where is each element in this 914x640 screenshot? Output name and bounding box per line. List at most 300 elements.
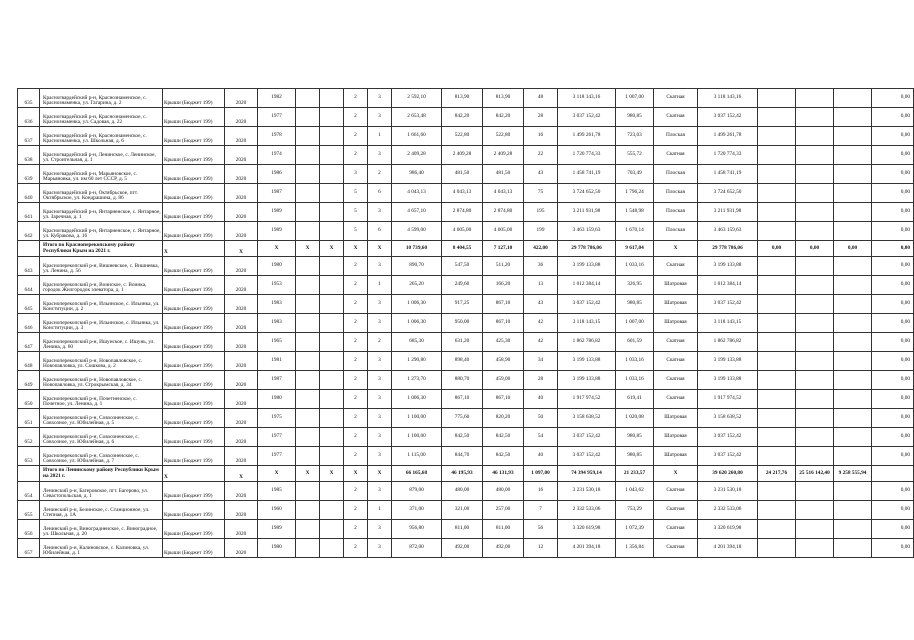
cost-cell: 1 917 974,52 xyxy=(558,390,616,409)
blank-cell xyxy=(320,539,344,558)
total-area-cell: 4 599,00 xyxy=(392,222,442,241)
total-area-cell: 1 100,00 xyxy=(392,428,442,447)
total-area-cell: 2 653,48 xyxy=(392,108,442,127)
plan-year-cell: 2020 xyxy=(225,276,258,295)
entrances-cell: X xyxy=(368,466,392,482)
entrances-cell: 3 xyxy=(368,89,392,108)
work-type-cell: X xyxy=(163,241,225,257)
plan-year-cell: 2020 xyxy=(225,184,258,203)
fund-local-cell xyxy=(834,447,872,466)
table-row xyxy=(18,333,914,352)
fund-total-cell: 1 458 741,19 xyxy=(698,165,758,184)
fund-regional-cell xyxy=(796,146,834,165)
blank-cell xyxy=(320,447,344,466)
residents-cell: 195 xyxy=(524,203,558,222)
residents-cell: 56 xyxy=(524,520,558,539)
fund-regional-cell xyxy=(796,482,834,501)
plan-year-cell: 2020 xyxy=(225,390,258,409)
table-row xyxy=(18,222,914,241)
address-cell: Итого по Красноперекопскому району Республики Крым на 2021 г. xyxy=(40,241,163,257)
work-type-cell: Крыши (Бюджет 199) xyxy=(163,276,225,295)
blank-cell xyxy=(296,333,320,352)
plan-year-cell: 2020 xyxy=(225,222,258,241)
fund-regional-cell xyxy=(796,222,834,241)
build-year-cell: 1983 xyxy=(258,314,296,333)
plan-year-cell: 2020 xyxy=(225,447,258,466)
fund-federal-cell xyxy=(758,276,796,295)
residents-cell: 7 xyxy=(524,501,558,520)
residents-cell: 34 xyxy=(524,352,558,371)
total-area-cell: 1 273,70 xyxy=(392,371,442,390)
blank-cell xyxy=(296,520,320,539)
fund-local-cell xyxy=(834,314,872,333)
floors-cell: 2 xyxy=(344,257,368,276)
cost-cell: 3 158 638,52 xyxy=(558,409,616,428)
fund-owners-cell: 0,00 xyxy=(872,539,914,558)
entrances-cell: 6 xyxy=(368,184,392,203)
fund-total-cell: 3 724 652,50 xyxy=(698,184,758,203)
floors-cell: 2 xyxy=(344,390,368,409)
build-year-cell: 1975 xyxy=(258,409,296,428)
fund-local-cell xyxy=(834,333,872,352)
roof-type-cell: Шатровая xyxy=(654,276,698,295)
area-living-cell: 842,50 xyxy=(442,428,483,447)
fund-owners-cell: 0,00 xyxy=(872,276,914,295)
blank-cell xyxy=(296,501,320,520)
fund-federal-cell xyxy=(758,165,796,184)
table-row xyxy=(18,276,914,295)
residents-cell: 50 xyxy=(524,409,558,428)
unit-cost-cell: 326,95 xyxy=(616,276,654,295)
floors-cell: 2 xyxy=(344,127,368,146)
fund-regional-cell xyxy=(796,89,834,108)
fund-federal-cell xyxy=(758,352,796,371)
floors-cell: 5 xyxy=(344,184,368,203)
row-number xyxy=(18,241,40,257)
fund-total-cell: 29 778 786,06 xyxy=(698,241,758,257)
registry-table-sheet xyxy=(17,88,910,558)
address-cell: Красногвардейский р-н, Краснознаменское, с. Краснознаменка, ул. Школьная, д. 6 xyxy=(40,127,163,146)
fund-federal-cell xyxy=(758,222,796,241)
area-residential-cell: 511,20 xyxy=(483,257,524,276)
entrances-cell: 3 xyxy=(368,520,392,539)
table-row xyxy=(18,371,914,390)
fund-local-cell xyxy=(834,89,872,108)
blank-cell xyxy=(320,165,344,184)
fund-federal-cell xyxy=(758,257,796,276)
build-year-cell: 1982 xyxy=(258,89,296,108)
area-living-cell: 8 404,55 xyxy=(442,241,483,257)
fund-total-cell: 3 118 143,16 xyxy=(698,89,758,108)
area-living-cell: 4 005,00 xyxy=(442,222,483,241)
area-residential-cell: 425,30 xyxy=(483,333,524,352)
total-area-cell: 2 409,28 xyxy=(392,146,442,165)
area-residential-cell: 842,20 xyxy=(483,108,524,127)
roof-type-cell: Шатровая xyxy=(654,295,698,314)
blank-cell xyxy=(320,390,344,409)
fund-federal-cell xyxy=(758,146,796,165)
address-cell: Красногвардейский р-н, Янтарненское, с. Янтарное, ул. Кубракова, д. 16 xyxy=(40,222,163,241)
total-area-cell: 1 006,30 xyxy=(392,314,442,333)
area-living-cell: 249,60 xyxy=(442,276,483,295)
area-residential-cell: 492,00 xyxy=(483,539,524,558)
entrances-cell: X xyxy=(368,241,392,257)
floors-cell: 2 xyxy=(344,520,368,539)
work-type-cell: X xyxy=(163,466,225,482)
roof-type-cell: Плоская xyxy=(654,184,698,203)
work-type-cell: Крыши (Бюджет 199) xyxy=(163,257,225,276)
unit-cost-cell: 1 007,00 xyxy=(616,89,654,108)
area-living-cell: 2 874,80 xyxy=(442,203,483,222)
table-row xyxy=(18,482,914,501)
row-number: 655 xyxy=(18,501,40,520)
area-living-cell: 811,00 xyxy=(442,520,483,539)
address-cell: Красноперекопский р-н, Новопавловское, с. Новопавловка, ул. Сошкова, д. 2 xyxy=(40,352,163,371)
work-type-cell: Крыши (Бюджет 199) xyxy=(163,165,225,184)
fund-owners-cell: 0,00 xyxy=(872,352,914,371)
floors-cell: 2 xyxy=(344,333,368,352)
entrances-cell: 2 xyxy=(368,333,392,352)
total-area-cell: 1 290,80 xyxy=(392,352,442,371)
build-year-cell: 1980 xyxy=(258,257,296,276)
cost-cell: 3 037 152,42 xyxy=(558,295,616,314)
fund-total-cell: 1 720 774,33 xyxy=(698,146,758,165)
fund-regional-cell xyxy=(796,127,834,146)
roof-type-cell: Плоская xyxy=(654,127,698,146)
fund-owners-cell: 0,00 xyxy=(872,184,914,203)
fund-owners-cell: 0,00 xyxy=(872,108,914,127)
build-year-cell: 1977 xyxy=(258,447,296,466)
total-area-cell: 685,30 xyxy=(392,333,442,352)
unit-cost-cell: 980,85 xyxy=(616,428,654,447)
plan-year-cell: 2020 xyxy=(225,482,258,501)
build-year-cell: 1983 xyxy=(258,295,296,314)
roof-type-cell: X xyxy=(654,466,698,482)
blank-cell xyxy=(296,428,320,447)
cost-cell: 3 118 143,15 xyxy=(558,314,616,333)
floors-cell: 2 xyxy=(344,482,368,501)
fund-local-cell xyxy=(834,501,872,520)
fund-federal-cell xyxy=(758,520,796,539)
fund-regional-cell xyxy=(796,371,834,390)
build-year-cell: 1981 xyxy=(258,352,296,371)
roof-type-cell: Скатная xyxy=(654,352,698,371)
plan-year-cell: 2020 xyxy=(225,371,258,390)
unit-cost-cell: 753,29 xyxy=(616,501,654,520)
cost-cell: 29 778 786,06 xyxy=(558,241,616,257)
plan-year-cell: 2020 xyxy=(225,127,258,146)
row-number: 642 xyxy=(18,222,40,241)
total-area-cell: 10 739,60 xyxy=(392,241,442,257)
floors-cell: 2 xyxy=(344,447,368,466)
floors-cell: 2 xyxy=(344,276,368,295)
total-row xyxy=(18,241,914,257)
fund-local-cell xyxy=(834,371,872,390)
blank-cell xyxy=(296,447,320,466)
unit-cost-cell: 1 033,16 xyxy=(616,352,654,371)
plan-year-cell: 2020 xyxy=(225,428,258,447)
blank-cell xyxy=(320,409,344,428)
plan-year-cell: X xyxy=(225,241,258,257)
fund-owners-cell xyxy=(872,466,914,482)
total-area-cell: 2 592,10 xyxy=(392,89,442,108)
fund-total-cell: 1 012 384,14 xyxy=(698,276,758,295)
cost-cell: 3 211 931,98 xyxy=(558,203,616,222)
blank-cell: X xyxy=(296,466,320,482)
table-row xyxy=(18,184,914,203)
floors-cell: 2 xyxy=(344,371,368,390)
blank-cell xyxy=(320,333,344,352)
area-living-cell: 46 195,93 xyxy=(442,466,483,482)
address-cell: Красногвардейский р-н, Марьяновское, с. Марьяновка, ул. им 60 лет СССР, д. 5 xyxy=(40,165,163,184)
blank-cell xyxy=(296,314,320,333)
fund-owners-cell: 0,00 xyxy=(872,520,914,539)
address-cell: Ленинский р-н, Белинское, с. Станционное, ул. Степная, д. 1А xyxy=(40,501,163,520)
fund-owners-cell: 0,00 xyxy=(872,146,914,165)
work-type-cell: Крыши (Бюджет 199) xyxy=(163,108,225,127)
row-number: 651 xyxy=(18,409,40,428)
fund-regional-cell: 25 516 142,40 xyxy=(796,466,834,482)
build-year-cell: 1989 xyxy=(258,222,296,241)
unit-cost-cell: 21 233,57 xyxy=(616,466,654,482)
area-living-cell: 842,20 xyxy=(442,108,483,127)
entrances-cell: 3 xyxy=(368,482,392,501)
roof-type-cell: Скатная xyxy=(654,539,698,558)
area-residential-cell: 4 043,13 xyxy=(483,184,524,203)
plan-year-cell: 2020 xyxy=(225,539,258,558)
fund-regional-cell xyxy=(796,447,834,466)
blank-cell xyxy=(296,482,320,501)
fund-federal-cell xyxy=(758,108,796,127)
table-row xyxy=(18,447,914,466)
address-cell: Красногвардейский р-н, Октябрьское, пгт. Октябрьское, ул. Кондрашина, д. 86 xyxy=(40,184,163,203)
work-type-cell: Крыши (Бюджет 199) xyxy=(163,390,225,409)
area-living-cell: 631,20 xyxy=(442,333,483,352)
total-area-cell: 4 043,13 xyxy=(392,184,442,203)
fund-owners-cell: 0,00 xyxy=(872,165,914,184)
area-living-cell: 867,10 xyxy=(442,390,483,409)
entrances-cell: 1 xyxy=(368,501,392,520)
fund-regional-cell xyxy=(796,257,834,276)
fund-local-cell xyxy=(834,539,872,558)
area-residential-cell: 46 131,93 xyxy=(483,466,524,482)
work-type-cell: Крыши (Бюджет 199) xyxy=(163,222,225,241)
fund-owners-cell: 0,00 xyxy=(872,447,914,466)
blank-cell xyxy=(296,89,320,108)
entrances-cell: 3 xyxy=(368,409,392,428)
blank-cell xyxy=(320,222,344,241)
roof-type-cell: Скатная xyxy=(654,108,698,127)
table-row xyxy=(18,146,914,165)
floors-cell: 2 xyxy=(344,539,368,558)
entrances-cell: 1 xyxy=(368,276,392,295)
roof-type-cell: Скатная xyxy=(654,146,698,165)
cost-cell: 1 499 261,78 xyxy=(558,127,616,146)
residents-cell: 48 xyxy=(524,89,558,108)
row-number xyxy=(18,466,40,482)
fund-total-cell: 3 463 159,63 xyxy=(698,222,758,241)
area-living-cell: 2 409,28 xyxy=(442,146,483,165)
floors-cell: X xyxy=(344,466,368,482)
blank-cell xyxy=(296,127,320,146)
fund-total-cell: 3 037 152,42 xyxy=(698,447,758,466)
roof-type-cell: Шатровая xyxy=(654,428,698,447)
fund-total-cell: 3 037 152,42 xyxy=(698,295,758,314)
entrances-cell: 3 xyxy=(368,371,392,390)
address-cell: Красногвардейский р-н, Янтарненское, с. Янтарное, ул. Заречная, д. 1 xyxy=(40,203,163,222)
blank-cell xyxy=(320,314,344,333)
work-type-cell: Крыши (Бюджет 199) xyxy=(163,520,225,539)
row-number: 656 xyxy=(18,520,40,539)
work-type-cell: Крыши (Бюджет 199) xyxy=(163,447,225,466)
work-type-cell: Крыши (Бюджет 199) xyxy=(163,539,225,558)
fund-regional-cell xyxy=(796,409,834,428)
cost-cell: 1 862 786,82 xyxy=(558,333,616,352)
fund-owners-cell: 0,00 xyxy=(872,127,914,146)
fund-local-cell xyxy=(834,203,872,222)
fund-owners-cell: 0,00 xyxy=(872,409,914,428)
residents-cell: 43 xyxy=(524,165,558,184)
area-residential-cell: 458,90 xyxy=(483,352,524,371)
plan-year-cell: 2020 xyxy=(225,203,258,222)
unit-cost-cell: 1 548,98 xyxy=(616,203,654,222)
plan-year-cell: 2020 xyxy=(225,108,258,127)
unit-cost-cell: 1 007,00 xyxy=(616,314,654,333)
cost-cell: 3 463 159,63 xyxy=(558,222,616,241)
build-year-cell: 1965 xyxy=(258,333,296,352)
build-year-cell: 1986 xyxy=(258,165,296,184)
area-living-cell: 844,70 xyxy=(442,447,483,466)
entrances-cell: 1 xyxy=(368,127,392,146)
address-cell: Ленинский р-н, Багеровское, пгт. Багерово, ул. Севастопольская, д. 1 xyxy=(40,482,163,501)
plan-year-cell: 2020 xyxy=(225,146,258,165)
total-area-cell: 879,00 xyxy=(392,482,442,501)
total-area-cell: 1 006,30 xyxy=(392,295,442,314)
roof-type-cell: Скатная xyxy=(654,501,698,520)
fund-local-cell xyxy=(834,108,872,127)
roof-type-cell: Плоская xyxy=(654,203,698,222)
address-cell: Красноперекопский р-н, Совхозненское, с. Совхозное, ул. Юбилейная, д. 7 xyxy=(40,447,163,466)
entrances-cell: 3 xyxy=(368,295,392,314)
fund-regional-cell xyxy=(796,314,834,333)
residents-cell: 36 xyxy=(524,257,558,276)
row-number: 652 xyxy=(18,428,40,447)
blank-cell xyxy=(296,108,320,127)
area-living-cell: 522,80 xyxy=(442,127,483,146)
area-residential-cell: 166,20 xyxy=(483,276,524,295)
floors-cell: X xyxy=(344,241,368,257)
build-year-cell: 1987 xyxy=(258,371,296,390)
row-number: 643 xyxy=(18,257,40,276)
table-row xyxy=(18,257,914,276)
blank-cell xyxy=(320,127,344,146)
area-living-cell: 917,25 xyxy=(442,295,483,314)
plan-year-cell: 2020 xyxy=(225,333,258,352)
row-number: 644 xyxy=(18,276,40,295)
floors-cell: 2 xyxy=(344,409,368,428)
residents-cell: 75 xyxy=(524,184,558,203)
total-area-cell: 371,00 xyxy=(392,501,442,520)
address-cell: Красноперекопский р-н, Совхозненское, с. Совхозное, ул. Юбилейная, д. 6 xyxy=(40,428,163,447)
plan-year-cell: 2020 xyxy=(225,165,258,184)
build-year-cell: 1985 xyxy=(258,482,296,501)
row-number: 637 xyxy=(18,127,40,146)
area-residential-cell: 4 005,00 xyxy=(483,222,524,241)
total-area-cell: 1 100,00 xyxy=(392,409,442,428)
fund-federal-cell xyxy=(758,333,796,352)
floors-cell: 2 xyxy=(344,108,368,127)
blank-cell xyxy=(296,203,320,222)
total-area-cell: 1 661,60 xyxy=(392,127,442,146)
fund-total-cell: 3 158 638,52 xyxy=(698,409,758,428)
plan-year-cell: 2020 xyxy=(225,409,258,428)
unit-cost-cell: 1 033,16 xyxy=(616,371,654,390)
floors-cell: 2 xyxy=(344,428,368,447)
fund-local-cell xyxy=(834,352,872,371)
cost-cell: 3 037 152,42 xyxy=(558,447,616,466)
entrances-cell: 3 xyxy=(368,539,392,558)
cost-cell: 3 199 133,88 xyxy=(558,257,616,276)
address-cell: Итого по Ленинскому району Республики Крым на 2021 г. xyxy=(40,466,163,482)
floors-cell: 5 xyxy=(344,222,368,241)
fund-total-cell: 4 201 394,18 xyxy=(698,539,758,558)
work-type-cell: Крыши (Бюджет 199) xyxy=(163,314,225,333)
fund-total-cell: 3 231 530,18 xyxy=(698,482,758,501)
address-cell: Красноперекопский р-н, Новопавловское, с. Новопавловка, ул. Строкрымская, д. 34 xyxy=(40,371,163,390)
fund-total-cell: 3 118 143,15 xyxy=(698,314,758,333)
blank-cell xyxy=(296,295,320,314)
area-living-cell: 480,00 xyxy=(442,482,483,501)
area-residential-cell: 813,90 xyxy=(483,89,524,108)
plan-year-cell: X xyxy=(225,466,258,482)
fund-owners-cell: 0,00 xyxy=(872,241,914,257)
build-year-cell: 1960 xyxy=(258,501,296,520)
table-row xyxy=(18,165,914,184)
total-area-cell: 1 115,00 xyxy=(392,447,442,466)
total-area-cell: 872,00 xyxy=(392,539,442,558)
residents-cell: 16 xyxy=(524,482,558,501)
fund-local-cell: 0,00 xyxy=(834,241,872,257)
row-number: 657 xyxy=(18,539,40,558)
fund-total-cell: 3 211 931,98 xyxy=(698,203,758,222)
fund-regional-cell: 0,00 xyxy=(796,241,834,257)
unit-cost-cell: 1 072,39 xyxy=(616,520,654,539)
blank-cell xyxy=(320,501,344,520)
fund-local-cell xyxy=(834,276,872,295)
area-residential-cell: 867,10 xyxy=(483,295,524,314)
work-type-cell: Крыши (Бюджет 199) xyxy=(163,371,225,390)
residents-cell: 13 xyxy=(524,276,558,295)
table-row xyxy=(18,409,914,428)
residents-cell: 54 xyxy=(524,428,558,447)
cost-cell: 3 199 133,88 xyxy=(558,352,616,371)
entrances-cell: 6 xyxy=(368,222,392,241)
entrances-cell: 3 xyxy=(368,257,392,276)
entrances-cell: 3 xyxy=(368,428,392,447)
fund-total-cell: 1 917 974,52 xyxy=(698,390,758,409)
area-living-cell: 880,70 xyxy=(442,371,483,390)
table-row xyxy=(18,295,914,314)
entrances-cell: 3 xyxy=(368,108,392,127)
fund-local-cell: 9 258 555,94 xyxy=(834,466,872,482)
fund-owners-cell: 0,00 xyxy=(872,222,914,241)
cost-cell: 3 118 143,16 xyxy=(558,89,616,108)
fund-regional-cell xyxy=(796,108,834,127)
roof-type-cell: Плоская xyxy=(654,222,698,241)
table-row xyxy=(18,108,914,127)
total-area-cell: 1 006,30 xyxy=(392,390,442,409)
work-type-cell: Крыши (Бюджет 199) xyxy=(163,409,225,428)
